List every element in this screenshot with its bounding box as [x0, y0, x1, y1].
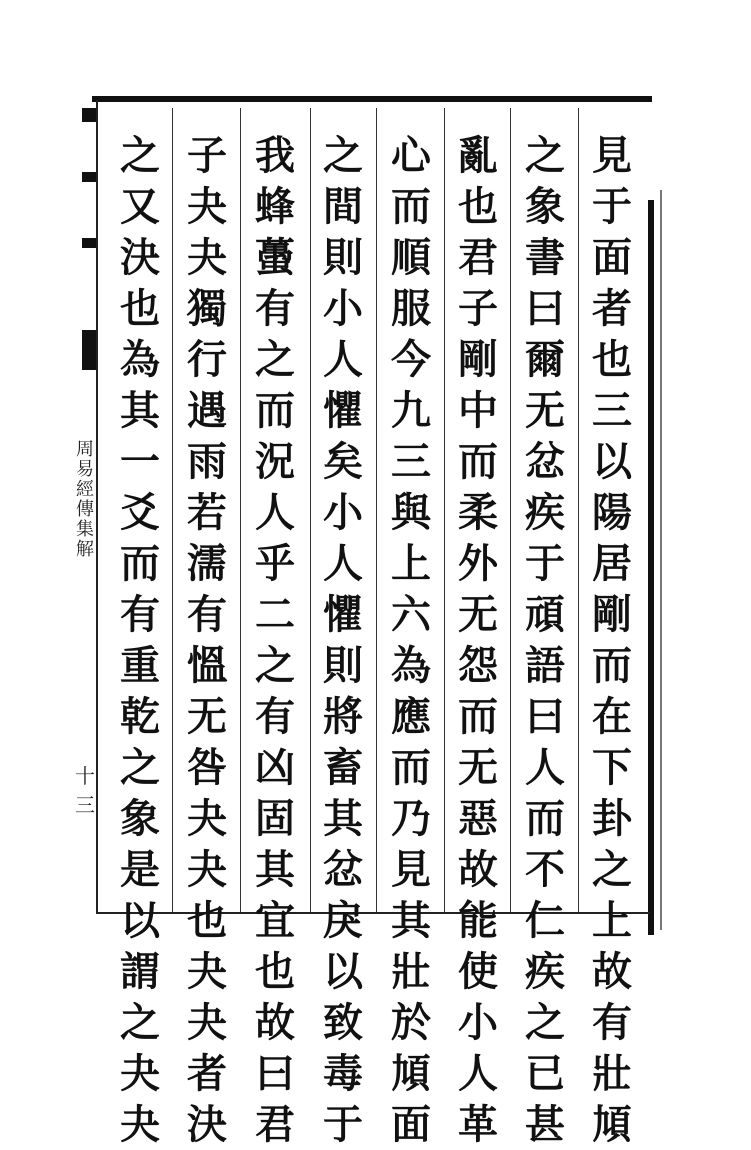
character: 上	[391, 540, 431, 587]
text-column-7	[177, 130, 237, 1150]
character: 者	[592, 285, 632, 332]
character: 行	[187, 336, 227, 383]
character: 我	[255, 132, 295, 179]
character: 獨	[187, 285, 227, 332]
character: 外	[458, 540, 498, 587]
spine-fish-tail-mark	[82, 172, 96, 182]
character: 三	[592, 387, 632, 434]
character: 與	[391, 489, 431, 536]
character: 象	[120, 795, 160, 842]
text-column-4	[381, 130, 441, 1150]
character: 若	[187, 489, 227, 536]
character: 其	[391, 897, 431, 944]
character: 乃	[391, 795, 431, 842]
character: 之	[120, 744, 160, 791]
character: 也	[255, 948, 295, 995]
character: 中	[458, 387, 498, 434]
character: 君	[255, 1101, 295, 1148]
character: 夬	[187, 846, 227, 893]
text-column-2	[515, 130, 575, 1150]
character: 人	[458, 1050, 498, 1097]
character: 其	[120, 387, 160, 434]
page-edge-line	[660, 190, 662, 930]
column-rule	[310, 108, 311, 912]
character: 應	[391, 693, 431, 740]
character: 心	[391, 132, 431, 179]
character: 頑	[525, 591, 565, 638]
character: 忿	[525, 438, 565, 485]
character: 面	[592, 234, 632, 281]
text-column-1	[582, 130, 642, 1150]
character: 蠆	[255, 234, 295, 281]
column-rule	[240, 108, 241, 912]
character: 而	[255, 387, 295, 434]
character: 也	[592, 336, 632, 383]
character: 濡	[187, 540, 227, 587]
character: 在	[592, 693, 632, 740]
character: 仁	[525, 897, 565, 944]
character: 頄	[391, 1050, 431, 1097]
character: 而	[391, 183, 431, 230]
character: 遇	[187, 387, 227, 434]
character: 故	[592, 948, 632, 995]
character: 間	[323, 183, 363, 230]
character: 咎	[187, 744, 227, 791]
folio-number: 十三	[75, 764, 95, 817]
character: 毒	[323, 1050, 363, 1097]
character: 乎	[255, 540, 295, 587]
character: 之	[255, 336, 295, 383]
character: 一	[120, 438, 160, 485]
character: 有	[255, 285, 295, 332]
character: 則	[323, 234, 363, 281]
character: 乾	[120, 693, 160, 740]
character: 有	[120, 591, 160, 638]
character: 面	[391, 1101, 431, 1148]
column-rule	[578, 108, 579, 912]
spine-character: 易	[76, 459, 94, 480]
character: 夬	[187, 795, 227, 842]
character: 壯	[592, 1050, 632, 1097]
character: 語	[525, 642, 565, 689]
spine-black-block	[82, 330, 96, 370]
character: 重	[120, 642, 160, 689]
character: 小	[323, 489, 363, 536]
character: 夬	[187, 999, 227, 1046]
character: 人	[525, 744, 565, 791]
character: 曰	[525, 693, 565, 740]
character: 者	[187, 1050, 227, 1097]
character: 爻	[120, 489, 160, 536]
character: 其	[255, 846, 295, 893]
spine-fish-tail-mark	[82, 238, 96, 248]
character: 无	[458, 744, 498, 791]
character: 无	[187, 693, 227, 740]
character: 使	[458, 948, 498, 995]
character: 以	[323, 948, 363, 995]
character: 怨	[458, 642, 498, 689]
character: 固	[255, 795, 295, 842]
character: 于	[323, 1101, 363, 1148]
spine-title	[74, 440, 96, 560]
character: 謂	[120, 948, 160, 995]
character: 象	[525, 183, 565, 230]
character: 也	[187, 897, 227, 944]
column-rule	[172, 108, 173, 912]
character: 曰	[255, 1050, 295, 1097]
column-rule	[510, 108, 511, 912]
character: 君	[458, 234, 498, 281]
character: 雨	[187, 438, 227, 485]
character: 而	[592, 642, 632, 689]
character: 況	[255, 438, 295, 485]
character: 之	[592, 846, 632, 893]
character: 而	[458, 693, 498, 740]
character: 見	[391, 846, 431, 893]
character: 矣	[323, 438, 363, 485]
character: 之	[525, 132, 565, 179]
character: 无	[458, 591, 498, 638]
character: 疾	[525, 489, 565, 536]
character: 宜	[255, 897, 295, 944]
frame-right-border	[648, 200, 654, 935]
character: 畜	[323, 744, 363, 791]
character: 書	[525, 234, 565, 281]
character: 已	[525, 1050, 565, 1097]
frame-top-border	[92, 96, 652, 102]
character: 而	[120, 540, 160, 587]
text-column-6	[245, 130, 305, 1150]
character: 柔	[458, 489, 498, 536]
spine-character: 傳	[76, 499, 94, 520]
character: 无	[525, 387, 565, 434]
spine-character: 經	[76, 479, 94, 500]
character: 是	[120, 846, 160, 893]
character: 而	[391, 744, 431, 791]
character: 故	[458, 846, 498, 893]
character: 人	[323, 540, 363, 587]
character: 故	[255, 999, 295, 1046]
character: 二	[255, 591, 295, 638]
character: 曰	[525, 285, 565, 332]
character: 上	[592, 897, 632, 944]
character: 也	[120, 285, 160, 332]
character: 九	[391, 387, 431, 434]
character: 之	[323, 132, 363, 179]
character: 六	[391, 591, 431, 638]
character: 而	[525, 795, 565, 842]
character: 夬	[120, 1050, 160, 1097]
character: 則	[323, 642, 363, 689]
character: 之	[120, 132, 160, 179]
column-rule	[444, 108, 445, 912]
character: 其	[323, 795, 363, 842]
character: 甚	[525, 1101, 565, 1148]
text-column-8	[110, 130, 170, 1150]
character: 服	[391, 285, 431, 332]
character: 戾	[323, 897, 363, 944]
character: 夬	[120, 1101, 160, 1148]
character: 于	[592, 183, 632, 230]
spine-character: 周	[76, 439, 94, 460]
character: 夬	[187, 948, 227, 995]
character: 懼	[323, 591, 363, 638]
character: 不	[525, 846, 565, 893]
character: 蜂	[255, 183, 295, 230]
character: 子	[458, 285, 498, 332]
character: 夬	[187, 183, 227, 230]
character: 見	[592, 132, 632, 179]
character: 爾	[525, 336, 565, 383]
character: 小	[323, 285, 363, 332]
character: 夬	[187, 234, 227, 281]
character: 能	[458, 897, 498, 944]
character: 有	[592, 999, 632, 1046]
character: 剛	[458, 336, 498, 383]
character: 子	[187, 132, 227, 179]
character: 順	[391, 234, 431, 281]
character: 有	[255, 693, 295, 740]
text-column-3	[448, 130, 508, 1150]
character: 革	[458, 1101, 498, 1148]
character: 決	[187, 1101, 227, 1148]
character: 忿	[323, 846, 363, 893]
character: 卦	[592, 795, 632, 842]
spine-fish-tail-mark	[82, 108, 96, 122]
character: 下	[592, 744, 632, 791]
character: 為	[120, 336, 160, 383]
character: 慍	[187, 642, 227, 689]
character: 居	[592, 540, 632, 587]
spine-character: 集	[76, 519, 94, 540]
character: 之	[525, 999, 565, 1046]
character: 陽	[592, 489, 632, 536]
character: 凶	[255, 744, 295, 791]
character: 今	[391, 336, 431, 383]
character: 亂	[458, 132, 498, 179]
character: 剛	[592, 591, 632, 638]
frame-left-border	[96, 100, 98, 912]
character: 而	[458, 438, 498, 485]
character: 決	[120, 234, 160, 281]
character: 有	[187, 591, 227, 638]
character: 三	[391, 438, 431, 485]
character: 小	[458, 999, 498, 1046]
character: 將	[323, 693, 363, 740]
column-rule	[376, 108, 377, 912]
spine-character: 解	[76, 539, 94, 560]
character: 壯	[391, 948, 431, 995]
character: 懼	[323, 387, 363, 434]
character: 惡	[458, 795, 498, 842]
text-column-5	[313, 130, 373, 1150]
character: 為	[391, 642, 431, 689]
character: 疾	[525, 948, 565, 995]
character: 頄	[592, 1101, 632, 1148]
character: 也	[458, 183, 498, 230]
character: 于	[525, 540, 565, 587]
character: 以	[592, 438, 632, 485]
character: 人	[323, 336, 363, 383]
character: 於	[391, 999, 431, 1046]
character: 又	[120, 183, 160, 230]
character: 之	[255, 642, 295, 689]
character: 人	[255, 489, 295, 536]
character: 以	[120, 897, 160, 944]
character: 之	[120, 999, 160, 1046]
character: 致	[323, 999, 363, 1046]
